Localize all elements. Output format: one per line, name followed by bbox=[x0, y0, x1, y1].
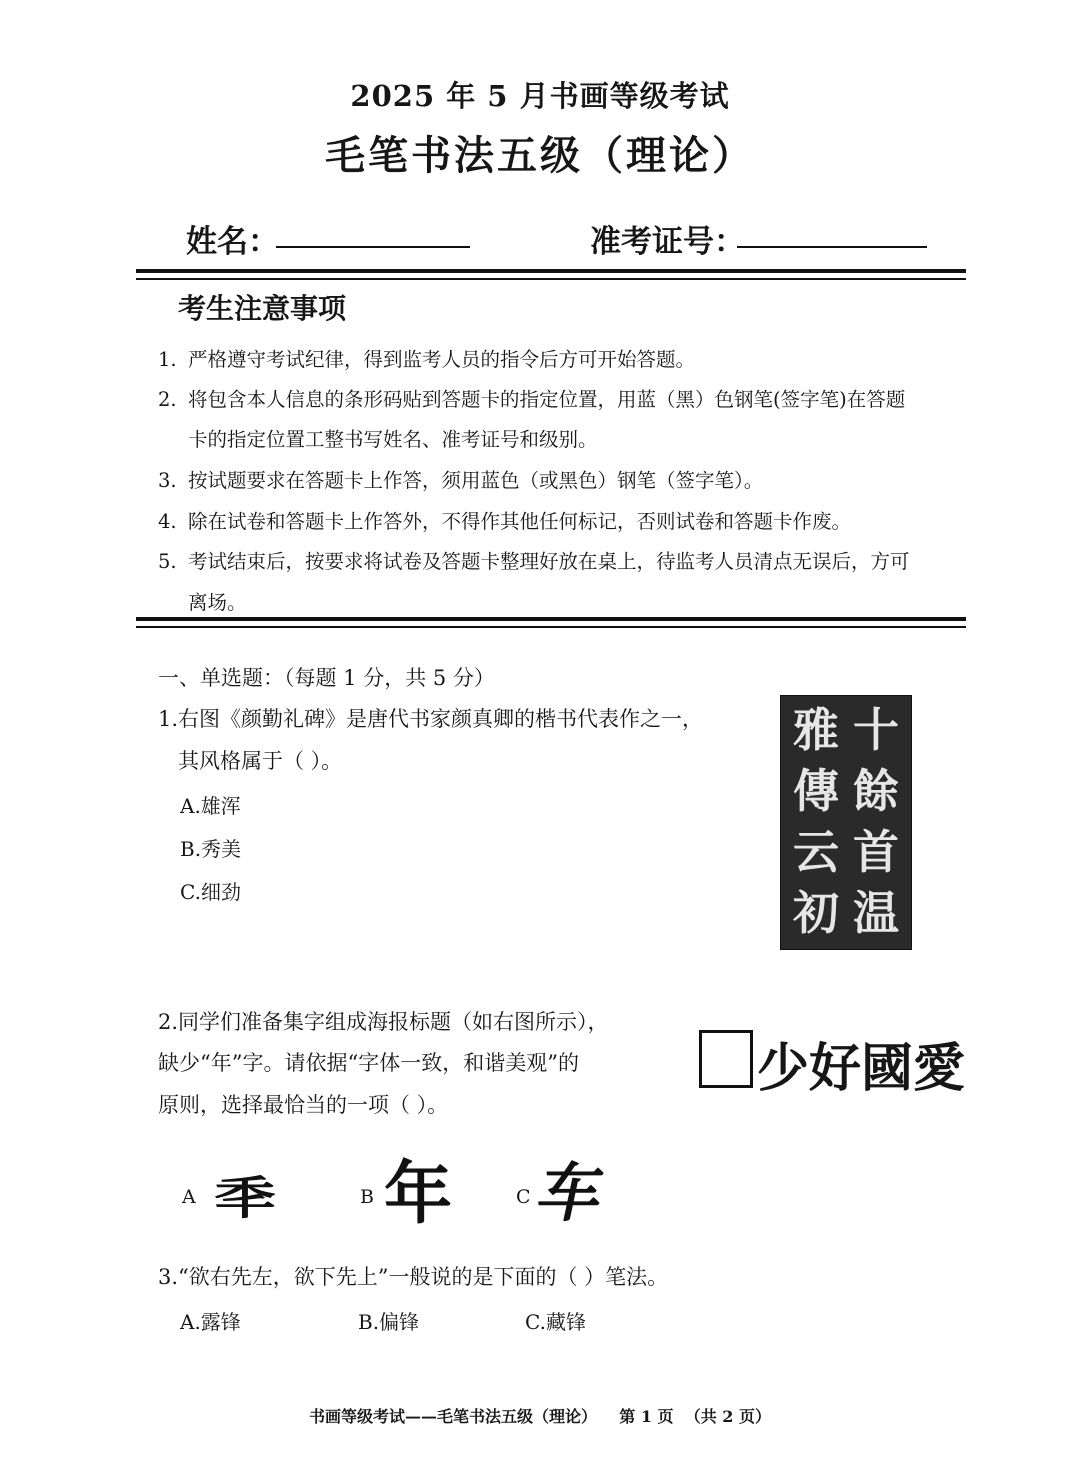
question-2-text-cont: 缺少“年”字。请依据“字体一致，和谐美观”的 bbox=[158, 1051, 579, 1075]
stele-char: 十 bbox=[853, 703, 899, 757]
question-3-text: 3.“欲右先左，欲下先上”一般说的是下面的（ ）笔法。 bbox=[158, 1265, 669, 1289]
stele-column-right bbox=[847, 700, 905, 944]
stele-char: 云 bbox=[793, 825, 839, 879]
notice-item-text: 除在试卷和答题卡上作答外，不得作其他任何标记，否则试卷和答题卡作废。 bbox=[188, 510, 852, 533]
question-3-option-a: A.露锋 bbox=[180, 1310, 241, 1334]
notice-item-text: 严格遵守考试纪律，得到监考人员的指令后方可开始答题。 bbox=[188, 348, 696, 371]
notice-item-text: 考试结束后，按要求将试卷及答题卡整理好放在桌上，待监考人员清点无误后，方可 bbox=[188, 550, 910, 573]
divider-bottom-thin bbox=[136, 626, 966, 628]
notice-item bbox=[158, 380, 948, 420]
divider-top-thick bbox=[136, 269, 966, 273]
name-label: 姓名： bbox=[186, 224, 279, 260]
page-footer: 书画等级考试——毛笔书法五级（理论） 第 1 页 （共 2 页） bbox=[309, 1407, 771, 1426]
question-1-option-b: B.秀美 bbox=[180, 837, 242, 861]
stele-char: 餘 bbox=[853, 764, 899, 818]
question-1-text: 1.右图《颜勤礼碑》是唐代书家颜真卿的楷书代表作之一， bbox=[158, 707, 704, 731]
notice-item-continuation: 离场。 bbox=[188, 591, 247, 614]
choice-c-glyph: 车 bbox=[530, 1157, 611, 1231]
question-1-text-cont: 其风格属于（ ）。 bbox=[178, 749, 343, 773]
question-3-option-b: B.偏锋 bbox=[358, 1310, 420, 1334]
stele-char: 首 bbox=[853, 825, 899, 879]
notice-heading: 考生注意事项 bbox=[178, 292, 347, 325]
notice-item bbox=[158, 502, 948, 542]
notice-item-number: 2. bbox=[158, 388, 177, 411]
notice-item-number: 5. bbox=[158, 550, 177, 573]
section-heading: 一、单选题：（每题 1 分，共 5 分） bbox=[158, 666, 495, 690]
question-2-text-cont: 原则，选择最恰当的一项（ ）。 bbox=[158, 1093, 449, 1117]
stele-column-left bbox=[787, 700, 845, 944]
poster-title-chars: 少好國愛 bbox=[757, 1039, 966, 1099]
name-field[interactable] bbox=[276, 246, 470, 248]
id-label: 准考证号： bbox=[590, 224, 745, 260]
notice-item-continuation: 卡的指定位置工整书写姓名、准考证号和级别。 bbox=[188, 428, 598, 451]
stele-char: 雅 bbox=[793, 703, 839, 757]
notice-item bbox=[158, 542, 948, 582]
stele-char: 初 bbox=[793, 886, 839, 940]
choice-b-letter: B bbox=[360, 1186, 374, 1208]
divider-top-thin bbox=[136, 278, 966, 280]
choice-c-letter: C bbox=[516, 1186, 531, 1208]
poster-blank-box bbox=[699, 1030, 753, 1088]
question-1-option-a: A.雄浑 bbox=[180, 794, 241, 818]
notice-item bbox=[158, 340, 948, 380]
stele-char: 温 bbox=[853, 886, 899, 940]
question-3-option-c: C.藏锋 bbox=[525, 1310, 586, 1334]
divider-bottom-thick bbox=[136, 617, 966, 621]
question-2-text: 2.同学们准备集字组成海报标题（如右图所示）， bbox=[158, 1010, 609, 1034]
choice-a-glyph: 秊 bbox=[214, 1171, 277, 1225]
subject-title: 毛笔书法五级（理论） bbox=[325, 132, 755, 179]
notice-item-number: 4. bbox=[158, 510, 177, 533]
notice-item-text: 按试题要求在答题卡上作答，须用蓝色（或黑色）钢笔（签字笔）。 bbox=[188, 469, 764, 492]
notice-item-text: 将包含本人信息的条形码贴到答题卡的指定位置，用蓝（黑）色钢笔(签字笔)在答题 bbox=[188, 388, 906, 411]
choice-b-glyph: 年 bbox=[384, 1155, 453, 1234]
stele-char: 傳 bbox=[793, 764, 839, 818]
exam-title: 2025 年 5 月书画等级考试 bbox=[350, 79, 730, 113]
notice-item bbox=[158, 461, 948, 501]
notice-item-number: 3. bbox=[158, 469, 177, 492]
notice-item-number: 1. bbox=[158, 348, 177, 371]
question-1-option-c: C.细劲 bbox=[180, 880, 241, 904]
yan-qinli-stele-image bbox=[780, 695, 912, 950]
choice-a-letter: A bbox=[182, 1186, 196, 1208]
id-field[interactable] bbox=[737, 246, 927, 248]
